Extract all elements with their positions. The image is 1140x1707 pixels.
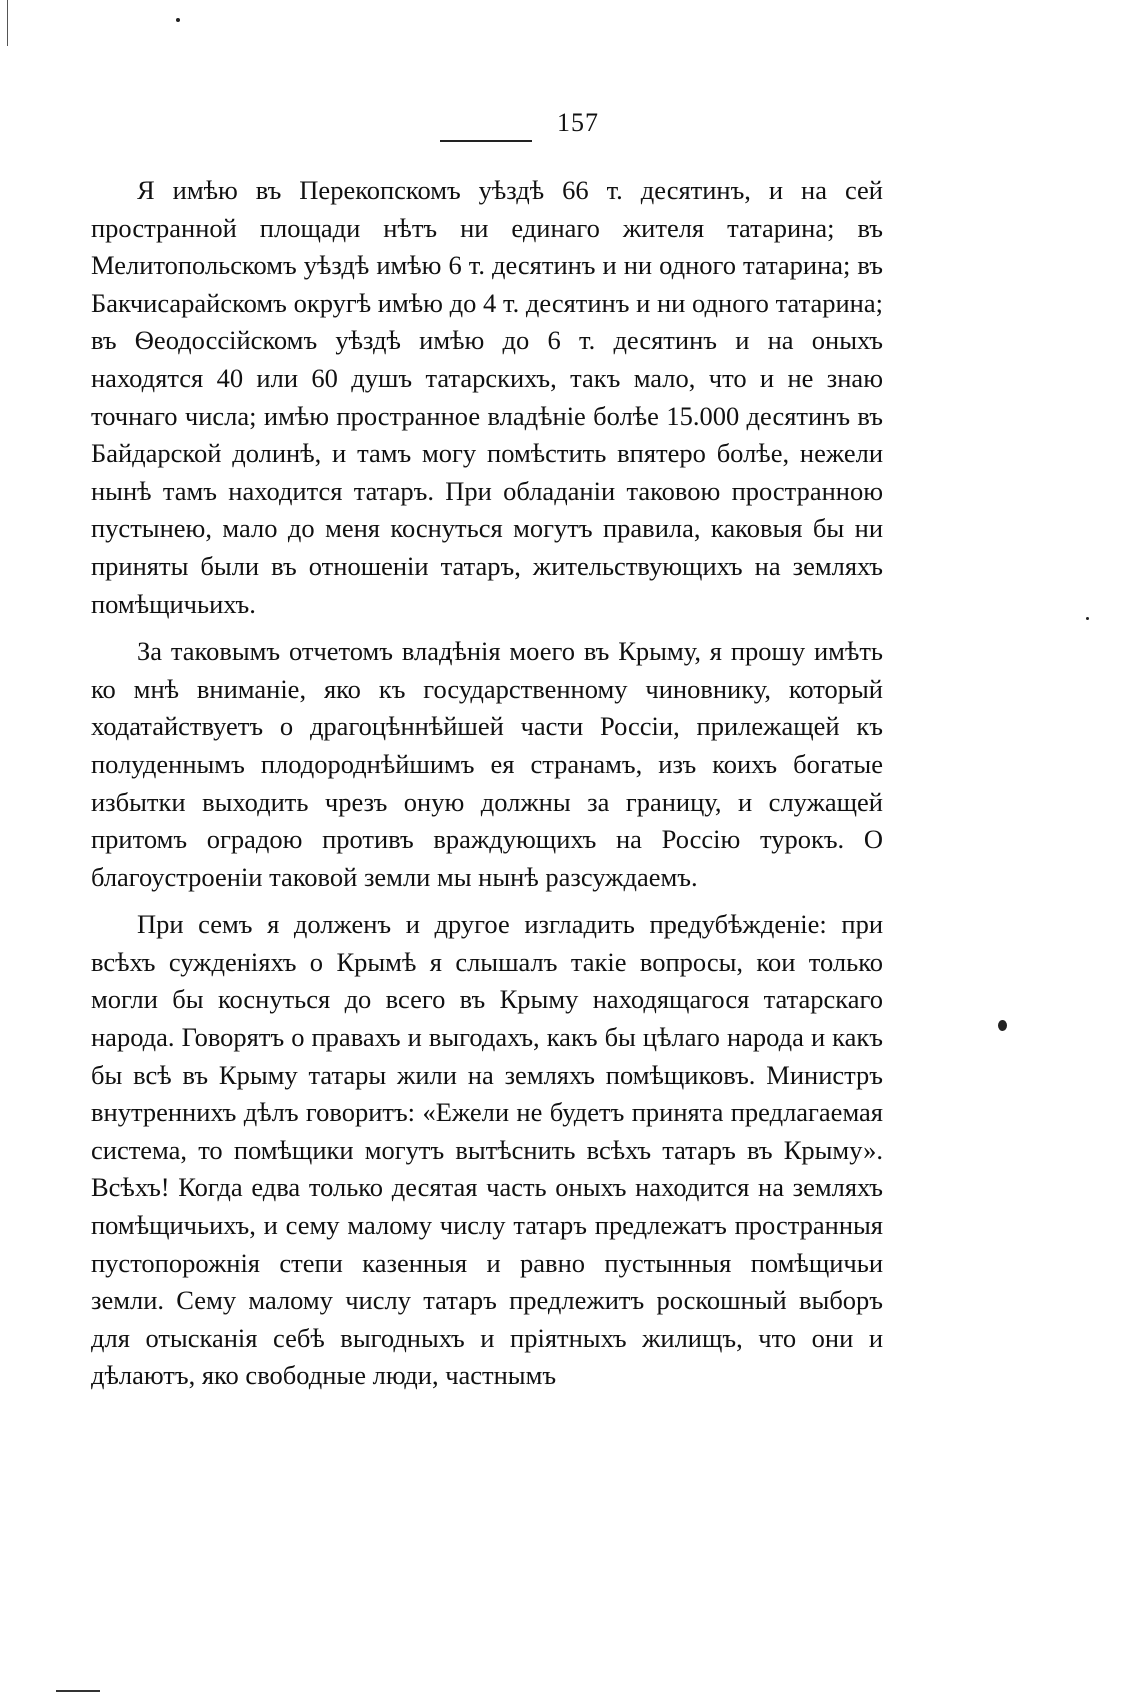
paragraph: Я имѣю въ Перекопскомъ уѣздѣ 66 т. десятинъ, и на сей пространной площади нѣтъ ни единаго жителя татарина; въ Мелитопольскомъ уѣздѣ имѣю 6 т. десятинъ и ни одного татарина; въ Бакчисарайскомъ округѣ имѣю до 4 т. десятинъ и ни одного татарина; въ Ѳеодоссійскомъ уѣздѣ имѣю до 6 т. десятинъ и на оныхъ находятся 40 или 60 душъ татарскихъ, такъ мало, что и не знаю точнаго числа; имѣю пространное владѣніе болѣе 15.000 десятинъ въ Байдарской долинѣ, и тамъ могу помѣстить впятеро болѣе, нежели нынѣ тамъ находится татаръ. При обладаніи таковою пространною пустынею, мало до меня коснуться могутъ правила, каковыя бы ни приняты были въ отношеніи татаръ, жительствующихъ на земляхъ помѣщичьихъ. xyxy=(91,175,883,619)
page-number-rule xyxy=(440,140,532,142)
scan-speck xyxy=(1086,617,1089,620)
scan-speck xyxy=(998,1020,1007,1031)
page-number: 157 xyxy=(557,108,599,137)
footer-rule xyxy=(56,1690,100,1692)
paragraph: При семъ я долженъ и другое изгладить предубѣжденіе: при всѣхъ сужденіяхъ о Крымѣ я слышалъ такіе вопросы, кои только могли бы коснуться до всего въ Крыму находящагося татарскаго народа. Говорятъ о правахъ и выгодахъ, какъ бы цѣлаго народа и какъ бы всѣ въ Крыму татары жили на земляхъ помѣщиковъ. Министръ внутреннихъ дѣлъ говоритъ: «Ежели не будетъ принята предлагаемая система, то помѣщики могутъ вытѣснить всѣхъ татаръ въ Крыму». Всѣхъ! Когда едва только десятая часть оныхъ находится на земляхъ помѣщичьихъ, и сему малому числу татаръ предлежатъ пространныя пустопорожнія степи казенныя и равно пустынныя помѣщичьи земли. Сему малому числу татаръ предлежитъ роскошный выборъ для отысканія себѣ выгодныхъ и пріятныхъ жилищъ, что они и дѣлаютъ, яко свободные люди, частнымъ xyxy=(91,909,883,1391)
body-text xyxy=(91,172,883,1395)
scan-speck xyxy=(176,18,180,22)
scan-edge-mark xyxy=(7,0,8,46)
paragraph: За таковымъ отчетомъ владѣнія моего въ Крыму, я прошу имѣть ко мнѣ вниманіе, яко къ государственному чиновнику, который ходатайствуетъ о драгоцѣннѣйшей части Россіи, прилежащей къ полуденнымъ плодороднѣйшимъ ея странамъ, изъ коихъ богатые избытки выходить чрезъ оную должны за границу, и служащей притомъ оградою противъ враждующихъ на Россію турокъ. О благоустроеніи таковой земли мы нынѣ разсуждаемъ. xyxy=(91,636,883,892)
